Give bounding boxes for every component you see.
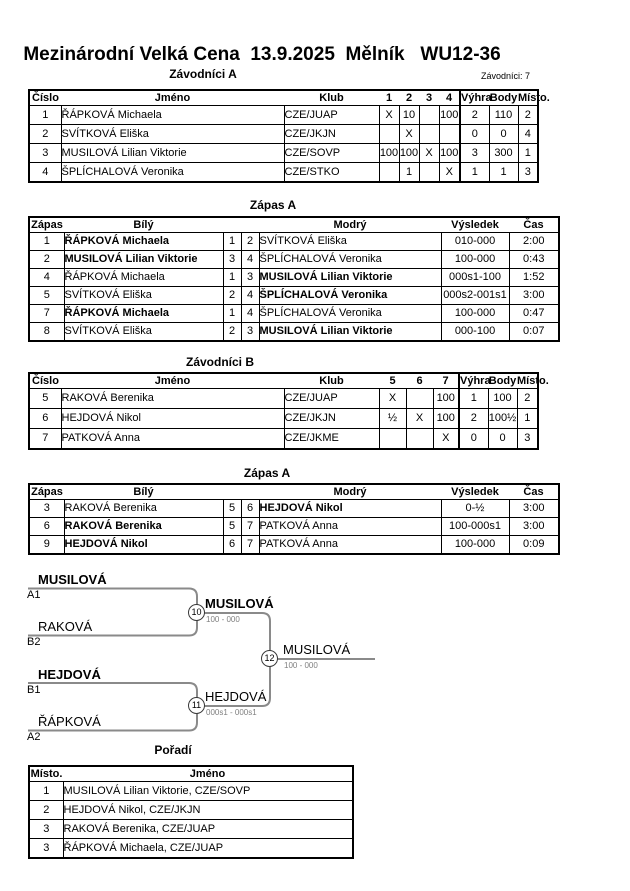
cell-body: 100½ [488,409,517,429]
cell-r5 [379,429,406,450]
cell-klub: CZE/JUAP [284,389,379,409]
cell-misto: 3 [29,839,63,859]
cell-r2: 100 [399,144,419,163]
cell-modry: PATKOVÁ Anna [259,518,441,536]
col-jmeno: Jméno [63,766,353,782]
cell-cislo: 5 [29,389,61,409]
cell-cas: 3:00 [509,518,559,536]
cell-cislo: 7 [29,429,61,450]
cell-misto: 2 [29,801,63,820]
cell-vyhra: 0 [459,429,488,450]
cell-klub: CZE/STKO [284,163,379,183]
cell-klub: CZE/SOVP [284,144,379,163]
col-klub: Klub [284,373,379,389]
cell-cislo: 4 [29,163,61,183]
cell-r7: X [433,429,459,450]
table-row [29,305,559,323]
page-title: Mezinárodní Velká Cena 13.9.2025 Mělník WU12-36 [23,44,501,65]
cell-n1: 2 [223,287,241,305]
cell-r4: 100 [439,106,460,125]
cell-bily: HEJDOVÁ Nikol [64,536,223,555]
cell-klub: CZE/JKME [284,429,379,450]
cell-bily: ŘÁPKOVÁ Michaela [64,305,223,323]
cell-modry: MUSILOVÁ Lilian Viktorie [259,323,441,342]
cell-modry: ŠPLÍCHALOVÁ Veronika [259,251,441,269]
standings-table [28,765,354,859]
cell-modry: ŠPLÍCHALOVÁ Veronika [259,305,441,323]
table-header-row [29,217,559,233]
bracket-seed-code: B1 [27,684,41,696]
col-modry: Modrý [259,217,441,233]
cell-r3 [419,106,439,125]
col-jmeno: Jméno [61,90,284,106]
col-body: Body [488,375,517,387]
cell-r5: ½ [379,409,406,429]
bracket-seed-code: A2 [27,731,41,743]
col-4: 4 [439,90,460,106]
col-6: 6 [406,373,433,389]
table-header-row [29,90,538,106]
table-row [29,389,538,409]
cell-zapas: 7 [29,305,64,323]
cell-r3 [419,125,439,144]
col-cas: Čas [509,484,559,500]
cell-cas: 0:47 [509,305,559,323]
cell-bily: ŘÁPKOVÁ Michaela [64,269,223,287]
cell-cas: 3:00 [509,287,559,305]
bracket-seed-code: B2 [27,636,41,648]
cell-jmeno: RAKOVÁ Berenika, CZE/JUAP [63,820,353,839]
cell-zapas: 8 [29,323,64,342]
col-misto: Místo. [518,92,550,104]
table-row [29,500,559,518]
cell-vysledek: 000s1-100 [441,269,509,287]
cell-misto: 3 [29,820,63,839]
col-zapas: Zápas [29,484,64,500]
cell-modry: MUSILOVÁ Lilian Viktorie [259,269,441,287]
cell-body: 110 [489,106,518,125]
cell-vyhra: 0 [460,125,489,144]
cell-klub: CZE/JKJN [284,125,379,144]
cell-body: 0 [489,125,518,144]
cell-vysledek: 0-½ [441,500,509,518]
col-vyhra: Výhra [460,375,491,387]
col-n1 [223,484,241,500]
section-title-competitors-b: Závodníci B [185,355,254,369]
col-n2 [241,217,259,233]
cell-r1: 100 [379,144,399,163]
table-row [29,106,538,125]
bracket-match-number: 11 [188,697,205,714]
col-body: Body [489,92,518,104]
cell-bily: ŘÁPKOVÁ Michaela [64,233,223,251]
cell-body: 0 [488,429,517,450]
cell-jmeno: ŠPLÍCHALOVÁ Veronika [61,163,284,183]
col-3: 3 [419,90,439,106]
cell-cas: 3:00 [509,500,559,518]
cell-misto: 1 [517,409,538,429]
cell-r5: X [379,389,406,409]
table-row [29,801,353,820]
cell-jmeno: MUSILOVÁ Lilian Viktorie [61,144,284,163]
col-cislo: Číslo [29,373,61,389]
cell-n1: 1 [223,269,241,287]
cell-n2: 7 [241,518,259,536]
bracket-match-score: 000s1 - 000s1 [206,708,257,717]
cell-vysledek: 000s2-001s1 [441,287,509,305]
table-header-row [29,484,559,500]
cell-jmeno: ŘÁPKOVÁ Michaela [61,106,284,125]
col-vyhra: Výhra [461,92,492,104]
cell-jmeno: HEJDOVÁ Nikol, CZE/JKJN [63,801,353,820]
cell-cislo: 2 [29,125,61,144]
cell-vysledek: 100-000 [441,536,509,555]
cell-vyhra: 2 [460,106,489,125]
cell-zapas: 9 [29,536,64,555]
cell-modry: SVÍTKOVÁ Eliška [259,233,441,251]
cell-vyhra: 1 [459,389,488,409]
table-row [29,287,559,305]
bracket-seed-name: MUSILOVÁ [38,572,107,587]
col-jmeno: Jméno [61,373,284,389]
col-modry: Modrý [259,484,441,500]
bracket-match-number: 10 [188,604,205,621]
cell-n1: 6 [223,536,241,555]
table-row [29,269,559,287]
col-7: 7 [433,373,459,389]
cell-misto: 3 [517,429,538,450]
cell-r1: X [379,106,399,125]
competitors-a-table [28,89,550,183]
cell-jmeno: MUSILOVÁ Lilian Viktorie, CZE/SOVP [63,782,353,801]
table-row [29,251,559,269]
cell-n1: 2 [223,323,241,342]
cell-bily: SVÍTKOVÁ Eliška [64,323,223,342]
cell-n2: 3 [241,269,259,287]
cell-zapas: 6 [29,518,64,536]
elimination-bracket [0,565,630,765]
bracket-seed-code: A1 [27,589,41,601]
col-klub: Klub [284,90,379,106]
bracket-seed-name: HEJDOVÁ [38,667,101,682]
cell-n1: 1 [223,233,241,251]
cell-cas: 0:43 [509,251,559,269]
cell-vysledek: 010-000 [441,233,509,251]
cell-n1: 3 [223,251,241,269]
table-header-row [29,766,353,782]
cell-modry: HEJDOVÁ Nikol [259,500,441,518]
cell-jmeno: HEJDOVÁ Nikol [61,409,284,429]
cell-n1: 5 [223,500,241,518]
bracket-match-number: 12 [261,650,278,667]
matches-a1-table [28,216,560,342]
table-row [29,323,559,342]
cell-misto: 1 [29,782,63,801]
cell-cas: 0:07 [509,323,559,342]
bracket-seed-name: ŘÁPKOVÁ [38,714,101,729]
cell-r4 [439,125,460,144]
cell-jmeno: SVÍTKOVÁ Eliška [61,125,284,144]
cell-bily: RAKOVÁ Berenika [64,500,223,518]
cell-misto: 1 [518,144,538,163]
section-title-competitors-a: Závodníci A [169,67,237,81]
col-5: 5 [379,373,406,389]
bracket-seed-name: RAKOVÁ [38,619,93,634]
cell-cislo: 6 [29,409,61,429]
cell-body: 100 [488,389,517,409]
cell-modry: ŠPLÍCHALOVÁ Veronika [259,287,441,305]
table-row [29,233,559,251]
cell-n1: 5 [223,518,241,536]
competitors-count: Závodníci: 7 [480,71,530,81]
col-bily: Bílý [64,217,223,233]
cell-jmeno: PATKOVÁ Anna [61,429,284,450]
cell-n2: 7 [241,536,259,555]
cell-zapas: 2 [29,251,64,269]
cell-cislo: 3 [29,144,61,163]
competitors-b-table [28,372,549,450]
table-row [29,144,538,163]
cell-zapas: 5 [29,287,64,305]
cell-r7: 100 [433,389,459,409]
section-title-zapas-a2: Zápas A [243,466,291,480]
cell-r3: X [419,144,439,163]
cell-vysledek: 100-000 [441,305,509,323]
cell-vysledek: 100-000s1 [441,518,509,536]
cell-bily: SVÍTKOVÁ Eliška [64,287,223,305]
cell-r3 [419,163,439,183]
bracket-winner-name: MUSILOVÁ [283,642,351,657]
cell-cas: 0:09 [509,536,559,555]
table-row [29,782,353,801]
table-row [29,163,538,183]
section-title-standings: Pořadí [154,743,192,757]
col-bily: Bílý [64,484,223,500]
cell-r1 [379,163,399,183]
col-cas: Čas [509,217,559,233]
cell-cas: 1:52 [509,269,559,287]
table-row [29,409,538,429]
section-title-zapas-a1: Zápas A [249,198,297,212]
col-vysledek: Výsledek [441,484,509,500]
bracket-match-score: 100 - 000 [206,615,240,624]
col-misto: Místo. [30,768,63,780]
cell-modry: PATKOVÁ Anna [259,536,441,555]
cell-n1: 1 [223,305,241,323]
bracket-winner-name: HEJDOVÁ [205,689,267,704]
cell-r6 [406,389,433,409]
cell-cas: 2:00 [509,233,559,251]
cell-misto: 2 [517,389,538,409]
cell-n2: 3 [241,323,259,342]
col-2: 2 [399,90,419,106]
cell-n2: 2 [241,233,259,251]
cell-vysledek: 000-100 [441,323,509,342]
col-zapas: Zápas [29,217,64,233]
cell-zapas: 3 [29,500,64,518]
cell-r4: 100 [439,144,460,163]
cell-body: 300 [489,144,518,163]
cell-misto: 4 [518,125,538,144]
cell-misto: 2 [518,106,538,125]
cell-jmeno: ŘÁPKOVÁ Michaela, CZE/JUAP [63,839,353,859]
cell-n2: 6 [241,500,259,518]
cell-r2: 10 [399,106,419,125]
table-row [29,429,538,450]
cell-r4: X [439,163,460,183]
cell-zapas: 1 [29,233,64,251]
table-header-row [29,373,538,389]
cell-bily: RAKOVÁ Berenika [64,518,223,536]
cell-misto: 3 [518,163,538,183]
cell-vyhra: 1 [460,163,489,183]
cell-r7: 100 [433,409,459,429]
matches-a2-table [28,483,560,555]
table-row [29,839,353,859]
cell-bily: MUSILOVÁ Lilian Viktorie [64,251,223,269]
cell-jmeno: RAKOVÁ Berenika [61,389,284,409]
cell-klub: CZE/JUAP [284,106,379,125]
cell-cislo: 1 [29,106,61,125]
cell-klub: CZE/JKJN [284,409,379,429]
table-row [29,536,559,555]
col-n2 [241,484,259,500]
cell-r6 [406,429,433,450]
cell-r2: 1 [399,163,419,183]
bracket-winner-name: MUSILOVÁ [205,596,274,611]
cell-vysledek: 100-000 [441,251,509,269]
cell-zapas: 4 [29,269,64,287]
bracket-match-score: 100 - 000 [284,661,318,670]
table-row [29,125,538,144]
col-n1 [223,217,241,233]
cell-r1 [379,125,399,144]
cell-vyhra: 3 [460,144,489,163]
cell-r2: X [399,125,419,144]
cell-body: 1 [489,163,518,183]
cell-n2: 4 [241,251,259,269]
cell-n2: 4 [241,305,259,323]
col-cislo: Číslo [29,90,61,106]
cell-r6: X [406,409,433,429]
col-1: 1 [379,90,399,106]
col-vysledek: Výsledek [441,217,509,233]
cell-vyhra: 2 [459,409,488,429]
table-row [29,518,559,536]
table-row [29,820,353,839]
cell-n2: 4 [241,287,259,305]
col-misto: Místo. [517,375,549,387]
